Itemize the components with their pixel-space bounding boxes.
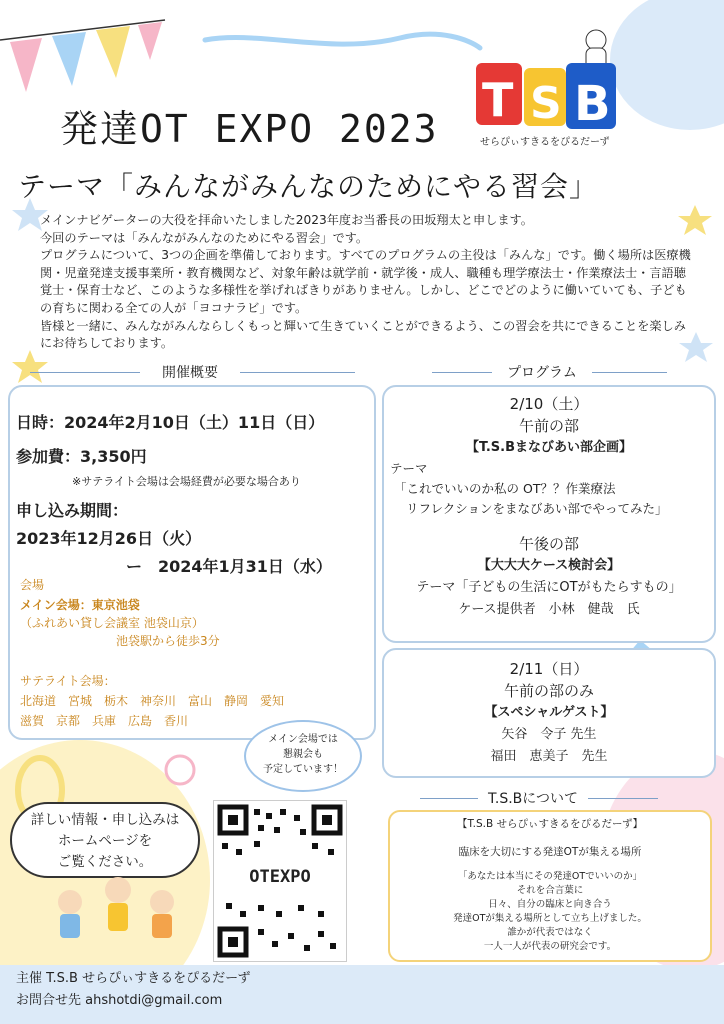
intro-paragraph: 皆様と一緒に、みんながみんならしくもっと輝いて生きていくことができるよう、この習会を共にできることを楽しみにお待ちしております。 bbox=[40, 318, 686, 351]
cloud-line: ホームページを bbox=[57, 833, 153, 849]
day1-presenter: ケース提供者 小林 健哉 氏 bbox=[458, 602, 640, 617]
event-date: 日時：2024年2月10日（土）11日（日） bbox=[16, 413, 325, 432]
day2-morning-only: 午前の部のみ bbox=[503, 682, 594, 700]
program-heading-line bbox=[432, 372, 492, 373]
main-venue: メイン会場：東京池袋 bbox=[20, 598, 140, 612]
about-quote: 日々、自分の臨床と向き合う bbox=[488, 899, 612, 910]
day2-date: 2/11（日） bbox=[509, 660, 589, 678]
program-heading: プログラム bbox=[507, 365, 577, 381]
contact-email[interactable]: お問合せ先 ahshotdi@gmail.com bbox=[16, 993, 223, 1008]
cloud-line: ご覧ください。 bbox=[57, 854, 153, 870]
summary-heading: 開催概要 bbox=[162, 365, 218, 381]
about-quote: 発達OTが集える場所として立ち上げました。 bbox=[453, 913, 647, 924]
intro-paragraph: プログラムについて、3つの企画を準備しております。すべてのプログラムの主役は「みんな」です。働く場所は医療機関・児童発達支援事業所・教育機関など、対象年齢は就学前・就学後・成人、職種も理学療法士・作業療法士・言語聴覚士・保育士など、このような多様性を挙げればきりがありません。しかし、どこでどのように働いていても、子どもの育ちに関わる全ての人が「ヨコナラビ」です。 bbox=[40, 248, 691, 315]
day2-guest: 矢谷 令子 先生 bbox=[501, 727, 597, 742]
logo-graphic bbox=[468, 18, 628, 148]
about-quote: それを合言葉に bbox=[516, 885, 584, 896]
theme-heading: テーマ「みんながみんなのためにやる習会」 bbox=[18, 170, 599, 203]
day1-afternoon-label: 午後の部 bbox=[518, 535, 579, 553]
social-gathering-bubble bbox=[244, 720, 362, 792]
summary-heading-line bbox=[30, 372, 140, 373]
fee-note: ※サテライト会場は会場経費が必要な場合あり bbox=[72, 475, 301, 488]
day1-theme-line: 「これでいいのか私の OT？？作業療法 bbox=[394, 481, 616, 496]
day1-morning-title: 【T.S.Bまなびあい部企画】 bbox=[465, 440, 633, 455]
intro-paragraph: 今回のテーマは「みんながみんなのためにやる習会」です。 bbox=[40, 230, 369, 245]
organizer: 主催 T.S.B せらぴぃすきるをぴるだーず bbox=[16, 971, 251, 986]
day1-afternoon-theme: テーマ「子どもの生活にOTがもたらすもの」 bbox=[416, 580, 682, 595]
cloud-line: 詳しい情報・申し込みは bbox=[30, 812, 180, 828]
about-quote: 誰かが代表ではなく bbox=[507, 927, 593, 938]
about-quote: 「あなたは本当にその発達OTでいいのか」 bbox=[457, 871, 643, 882]
day1-theme-line: リフレクションをまなびあい部でやってみた」 bbox=[406, 501, 668, 516]
day2-guest: 福田 恵美子 先生 bbox=[490, 749, 608, 764]
about-title: 【T.S.B せらぴぃすきるをぴるだーず】 bbox=[456, 818, 644, 830]
application-period-label: 申し込み期間： bbox=[16, 501, 129, 520]
footer bbox=[16, 968, 250, 1012]
page-title: 発達OT EXPO 2023 bbox=[60, 107, 439, 151]
day1-morning-label: 午前の部 bbox=[518, 417, 579, 435]
application-period-start: 2023年12月26日（火） bbox=[16, 529, 202, 548]
bubble-line: 懇親会も bbox=[283, 749, 323, 760]
bubble-line: 予定しています！ bbox=[263, 764, 343, 775]
participation-fee: 参加費：3,350円 bbox=[16, 447, 147, 466]
qr-code[interactable] bbox=[213, 800, 347, 962]
svg-text:S: S bbox=[530, 78, 562, 129]
svg-text:B: B bbox=[574, 76, 611, 132]
main-venue-access: 池袋駅から徒歩3分 bbox=[116, 634, 220, 648]
about-heading: T.S.Bについて bbox=[487, 791, 578, 807]
main-venue-detail: （ふれあい貸し会議室 池袋山京） bbox=[20, 616, 204, 630]
qr-label: OTEXPO bbox=[214, 867, 346, 887]
day1-theme-label: テーマ bbox=[390, 461, 428, 476]
day1-date: 2/10（土） bbox=[509, 395, 589, 413]
intro-paragraph: メインナビゲーターの大役を拝命いたしました2023年度お当番長の田坂翔太と申します。 bbox=[40, 213, 533, 227]
about-quote: 一人一人が代表の研究会です。 bbox=[483, 941, 617, 952]
about-heading-line bbox=[420, 798, 478, 799]
svg-text:T: T bbox=[482, 73, 514, 127]
day1-afternoon-title: 【大大大ケース検討会】 bbox=[477, 558, 621, 573]
venue-label: 会場 bbox=[20, 578, 45, 592]
program-day2-box bbox=[382, 648, 716, 778]
summary-heading-line bbox=[240, 372, 355, 373]
program-day1-box bbox=[382, 385, 716, 643]
satellite-list: 滋賀 京都 兵庫 広島 香川 bbox=[20, 714, 189, 728]
about-heading-line bbox=[588, 798, 658, 799]
about-line: 臨床を大切にする発達OTが集える場所 bbox=[458, 846, 642, 858]
program-heading-line bbox=[592, 372, 667, 373]
logo-subtitle: せらぴぃすきるをぴるだーず bbox=[480, 137, 610, 148]
satellite-label: サテライト会場： bbox=[20, 674, 116, 688]
info-cloud bbox=[10, 802, 200, 878]
intro-text bbox=[40, 212, 695, 353]
kids-illustration bbox=[40, 870, 190, 960]
application-period-end: ー 2024年1月31日（水） bbox=[126, 557, 332, 576]
satellite-list: 北海道 宮城 栃木 神奈川 富山 静岡 愛知 bbox=[20, 694, 285, 708]
tsb-logo bbox=[468, 18, 628, 148]
about-box bbox=[388, 810, 712, 962]
summary-box bbox=[8, 385, 376, 740]
day2-special-title: 【スペシャルゲスト】 bbox=[484, 705, 614, 720]
bubble-line: メイン会場では bbox=[268, 734, 338, 745]
